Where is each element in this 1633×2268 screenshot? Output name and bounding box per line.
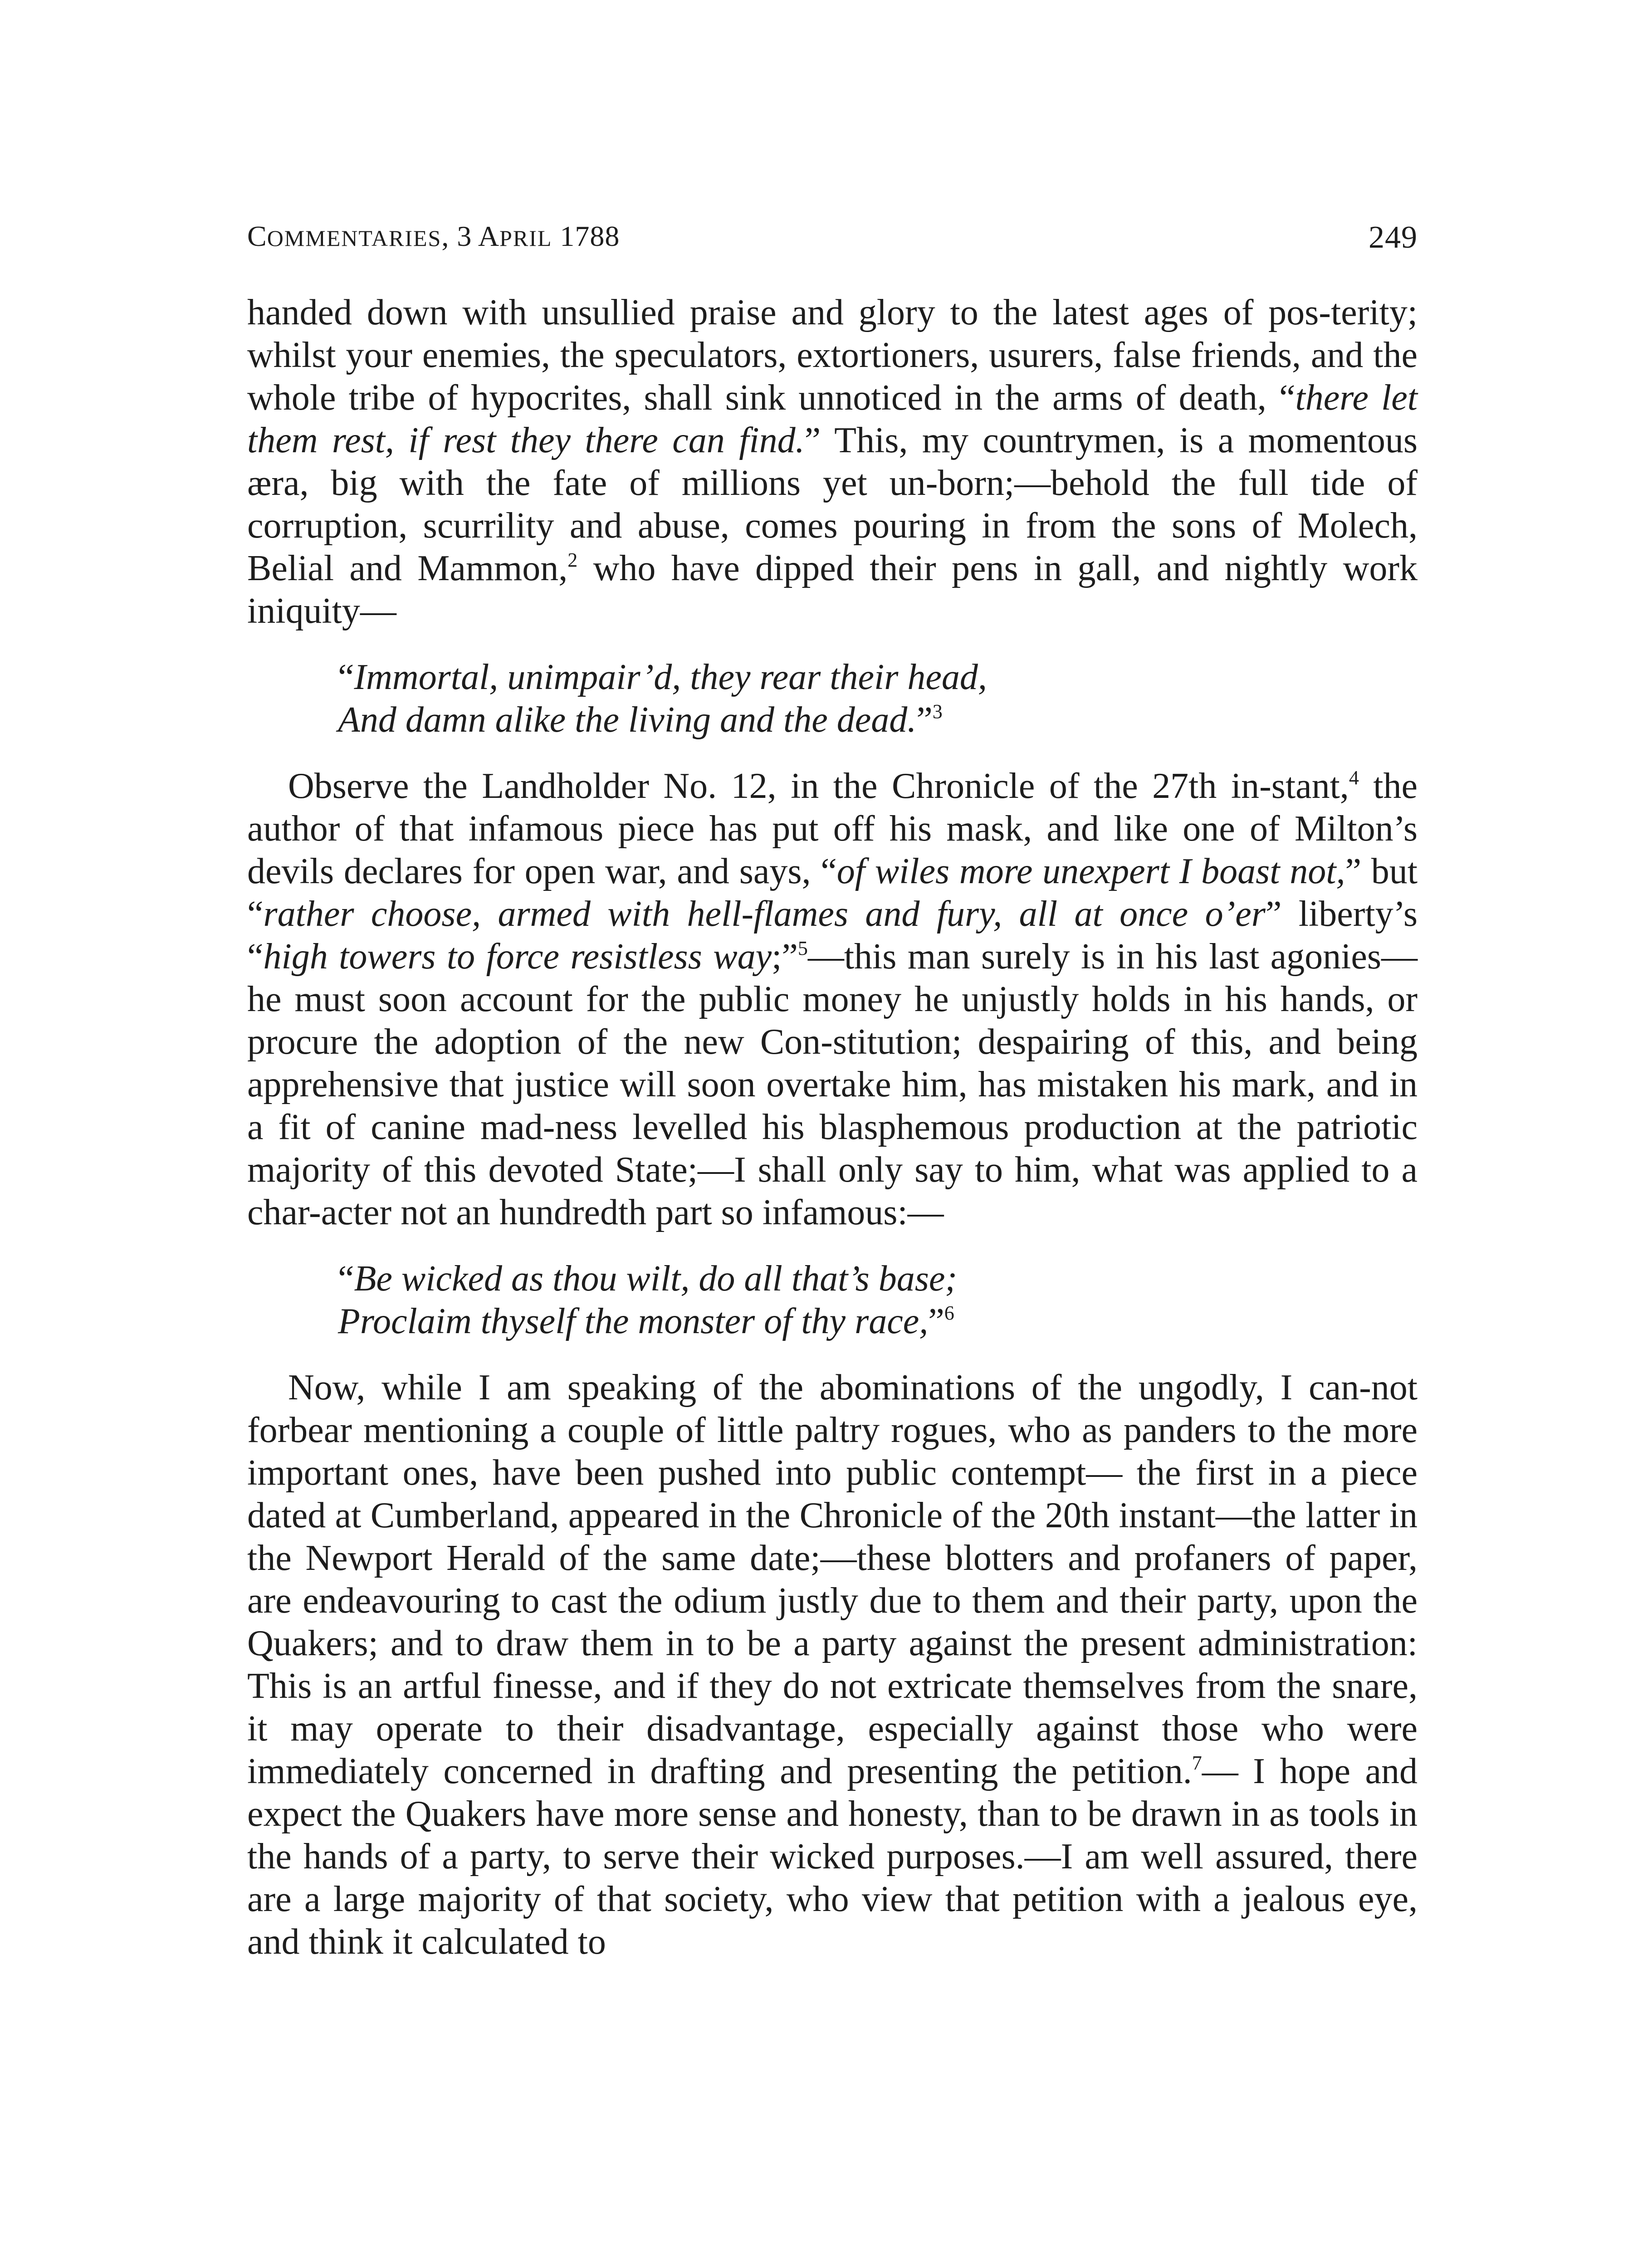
page-number: 249 [1369,220,1418,255]
verse-1-line-1 [338,656,1418,699]
document-page [247,217,1418,1963]
verse-1-open-quote: “ [338,657,354,697]
verse-2-line-2-text: Proclaim thyself the monster of thy race, [338,1301,929,1341]
footnote-ref-3: 3 [932,700,943,723]
paragraph-1 [247,291,1418,632]
footnote-ref-5: 5 [797,937,808,959]
paragraph-2-quote-hellflames: rather choose, armed with hell-flames and fury, all at once o’er [263,894,1266,934]
verse-quote-2 [338,1257,1418,1343]
paragraph-3 [247,1366,1418,1963]
paragraph-1-text-d: who have dipped their pens in gall, and nightly work iniquity— [247,548,1418,631]
running-head-month-smallcaps: PRIL [499,225,552,251]
footnote-ref-2: 2 [567,549,578,571]
running-head-title-smallcaps: OMMENTARIES [267,225,442,251]
paragraph-2-quote-wiles: of wiles more unexpert I boast not, [836,851,1345,891]
running-head-month-initial: A [478,220,500,252]
verse-2-open-quote: “ [338,1259,354,1299]
paragraph-2-text-h: ;” [772,937,798,977]
paragraph-1-text-a: handed down with unsullied praise and glory to the latest ages of pos-terity; whilst your enemies, the speculators, extortioners, usurers, false friends, and the whole tribe of hypocrites, shall sink unnoticed in the arms of death, “ [247,293,1418,418]
footnote-ref-7: 7 [1192,1752,1202,1774]
verse-1-line-2-text: And damn alike the living and the dead. [338,700,917,740]
verse-2-close-quote: ” [928,1301,944,1341]
verse-2-line-1 [338,1257,1418,1300]
paragraph-2-text-d: ” but “ [247,851,1418,934]
paragraph-2 [247,765,1418,1234]
paragraph-2-text-a: Observe the Landholder No. 12, in the Chronicle of the 27th in-stant, [288,766,1349,806]
running-head [247,217,1418,258]
paragraph-2-text-b: the author of that infamous piece has put off his mask, and like one of Milton’s devils declares for open war, and says, “ [247,766,1418,891]
footnote-ref-6: 6 [944,1302,954,1324]
paragraph-1-text-c: ” This, my countrymen, is a momentous æra, big with the fate of millions yet un-born;—behold the full tide of corruption, scurrility and abuse, comes pouring in from the sons of Molech, Belial and Mammon, [247,420,1418,588]
footnote-ref-4: 4 [1349,767,1359,789]
running-head-year: 1788 [552,220,620,252]
running-head-title [247,220,620,253]
verse-1-line-2 [338,699,1418,741]
verse-1-close-quote: ” [916,700,933,740]
paragraph-2-quote-towers: high towers to force resistless way [263,937,772,977]
verse-2-line-1-text: Be wicked as thou wilt, do all that’s base; [354,1259,958,1299]
paragraph-1-quote-italic: there let them rest, if rest they there can find. [247,378,1418,460]
verse-quote-1 [338,656,1418,741]
verse-1-line-1-text: Immortal, unimpair’d, they rear their head, [354,657,987,697]
paragraph-2-text-f: ” liberty’s “ [247,894,1418,977]
paragraph-2-text-i: —this man surely is in his last agonies—he must soon account for the public money he unjustly holds in his hands, or procure the adoption of the new Con-stitution; despairing of this, and being apprehensive that justice will soon overtake him, has mistaken his mark, and in a fit of canine mad-ness levelled his blasphemous production at the patriotic majority of this devoted State;—I shall only say to him, what was applied to a char-acter not an hundredth part so infamous:— [247,937,1418,1232]
paragraph-3-text-a: Now, while I am speaking of the abominations of the ungodly, I can-not forbear mentioning a couple of little paltry rogues, who as panders to the more important ones, have been pushed into public contempt— the first in a piece dated at Cumberland, appeared in the Chronicle of the 20th instant—the latter in the Newport Herald of the same date;—these blotters and profaners of paper, are endeavouring to cast the odium justly due to them and their party, upon the Quakers; and to draw them in to be a party against the present administration: This is an artful finesse, and if they do not extricate themselves from the snare, it may operate to their disadvantage, especially against those who were immediately concerned in drafting and presenting the petition. [247,1368,1418,1791]
paragraph-3-text-b: — I hope and expect the Quakers have more sense and honesty, than to be drawn in as tools in the hands of a party, to serve their wicked purposes.—I am well assured, there are a large majority of that society, who view that petition with a jealous eye, and think it calculated to [247,1751,1418,1962]
running-head-date-day: , 3 [441,220,478,252]
verse-2-line-2 [338,1300,1418,1343]
running-head-title-initial: C [247,220,267,252]
